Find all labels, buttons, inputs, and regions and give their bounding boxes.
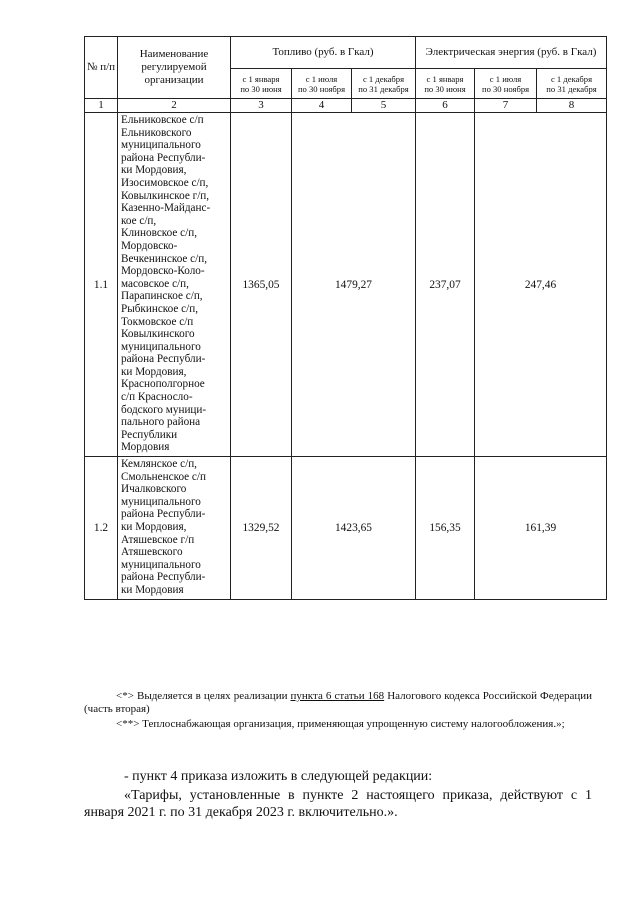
tariff-table xyxy=(84,36,607,600)
organization-name-line: Смольненское с/п xyxy=(121,470,206,483)
organization-name-line: района Республи- xyxy=(121,571,206,584)
organization-name-line: района Республи- xyxy=(121,151,206,164)
column-number: 8 xyxy=(537,99,607,113)
organization-name-line: Мордовско-Коло- xyxy=(121,265,205,278)
organization-name-line: масовское с/п, xyxy=(121,277,189,290)
footnote-mark: <*> xyxy=(116,690,134,702)
table-row xyxy=(85,113,607,457)
header-period-electric-3: с 1 декабря по 31 декабря xyxy=(537,69,607,99)
organization-name-line: Ковылкинское г/п, xyxy=(121,189,210,202)
organization-name xyxy=(118,113,231,457)
organization-name-line: Атяшевское г/п xyxy=(121,533,195,546)
row-number: 1.1 xyxy=(85,113,118,457)
organization-name-line: Ельниковского xyxy=(121,126,192,139)
tax-code-link[interactable]: пункта 6 статьи 168 xyxy=(290,690,385,702)
table-row xyxy=(85,457,607,600)
fuel-tariff-second-half: 1479,27 xyxy=(292,113,416,457)
footnote-text: Налогового кодекса Российской Федерации (часть вторая) xyxy=(84,690,592,715)
organization-name-line: района Республи- xyxy=(121,353,206,366)
organization-name-line: ки Мордовия, xyxy=(121,365,187,378)
row-number: 1.2 xyxy=(85,457,118,600)
fuel-tariff-first-half: 1329,52 xyxy=(231,457,292,600)
header-number: № п/п xyxy=(85,37,118,99)
organization-name-line: Республики xyxy=(121,428,178,441)
footnote-2 xyxy=(84,718,592,731)
organization-name-line: Клиновское с/п, xyxy=(121,227,198,240)
organization-name-line: с/п Краснослo- xyxy=(121,391,193,404)
organization-name-line: муниципального xyxy=(121,495,201,508)
organization-name-line: Мордовско- xyxy=(121,239,178,252)
electric-tariff-second-half: 247,46 xyxy=(475,113,607,457)
organization-name-line: Токмовское с/п xyxy=(121,315,194,328)
header-organization-name: Наименование регулируемой организации xyxy=(118,37,231,99)
organization-name-line: Изосимовское с/п, xyxy=(121,176,209,189)
organization-name-line: Казенно-Майданс- xyxy=(121,202,211,215)
fuel-tariff-first-half: 1365,05 xyxy=(231,113,292,457)
organization-name-line: ки Мордовия, xyxy=(121,164,187,177)
header-fuel: Топливо (руб. в Гкал) xyxy=(231,37,416,69)
fuel-tariff-second-half: 1423,65 xyxy=(292,457,416,600)
header-period-fuel-3: с 1 декабря по 31 декабря xyxy=(352,69,416,99)
organization-name-line: муниципального xyxy=(121,558,201,571)
organization-name-line: пального района xyxy=(121,416,201,429)
header-period-electric-2: с 1 июля по 30 ноября xyxy=(475,69,537,99)
organization-name-line: муниципального xyxy=(121,340,201,353)
organization-name-line: ки Мордовия, xyxy=(121,521,187,533)
organization-name-line: Парапинское с/п, xyxy=(121,290,203,303)
electric-tariff-first-half: 156,35 xyxy=(416,457,475,600)
organization-name-line: муниципального xyxy=(121,139,201,152)
footnote-text: Теплоснабжающая организация, применяющая упрощенную систему налогообложения.»; xyxy=(142,718,565,730)
organization-name-line: Ельниковское с/п xyxy=(121,114,204,126)
column-number: 6 xyxy=(416,99,475,113)
electric-tariff-second-half: 161,39 xyxy=(475,457,607,600)
header-period-electric-1: с 1 января по 30 июня xyxy=(416,69,475,99)
organization-name-line: Мордовия xyxy=(121,441,170,454)
organization-name xyxy=(118,457,231,600)
column-number: 3 xyxy=(231,99,292,113)
organization-name-line: Краснополгорное xyxy=(121,378,205,391)
amendment-intro: - пункт 4 приказа изложить в следующей редакции: xyxy=(124,769,433,784)
organization-name-line: Вечкенинское с/п, xyxy=(121,252,208,265)
organization-name-line: ки Мордовия xyxy=(121,583,184,596)
footnote-text: Выделяется в целях реализации xyxy=(136,690,288,702)
header-electric-energy: Электрическая энергия (руб. в Гкал) xyxy=(416,37,607,69)
organization-name-line: Рыбкинское с/п, xyxy=(121,302,199,315)
column-number: 7 xyxy=(475,99,537,113)
column-number: 2 xyxy=(118,99,231,113)
organization-name-line: Кемлянское с/п, xyxy=(121,458,197,471)
header-period-fuel-2: с 1 июля по 30 ноября xyxy=(292,69,352,99)
organization-name-line: кое с/п, xyxy=(121,214,157,227)
footnote-1 xyxy=(84,690,592,716)
header-period-fuel-1: с 1 января по 30 июня xyxy=(231,69,292,99)
footnote-mark: <**> xyxy=(116,718,140,730)
organization-name-line: Ковылкинского xyxy=(121,328,195,341)
electric-tariff-first-half: 237,07 xyxy=(416,113,475,457)
organization-name-line: Ичалковского xyxy=(121,483,187,496)
column-number: 4 xyxy=(292,99,352,113)
column-number: 5 xyxy=(352,99,416,113)
organization-name-line: района Республи- xyxy=(121,508,206,521)
organization-name-line: бодского муници- xyxy=(121,403,207,416)
column-number: 1 xyxy=(85,99,118,113)
organization-name-line: Атяшевского xyxy=(121,546,183,559)
amendment-text: «Тарифы, установленные в пункте 2 настоящего приказа, действуют с 1 января 2021 г. по 31 декабря 2023 г. включительно.». xyxy=(84,788,592,820)
